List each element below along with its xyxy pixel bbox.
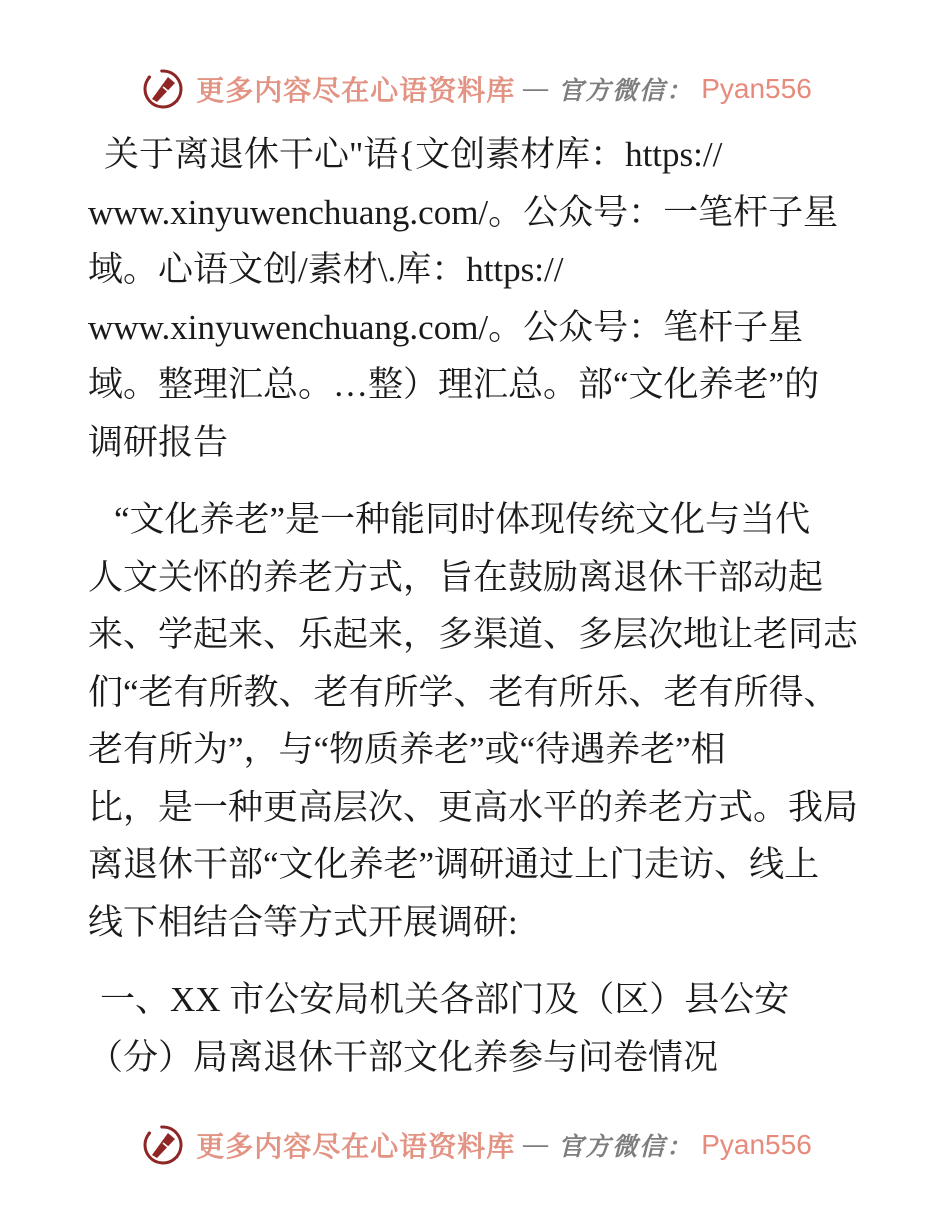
brand-tagline: 更多内容尽在心语资料库 [196,76,516,107]
text-line: “文化养老”是一种能同时体现传统文化与当代 [114,500,811,539]
brand-tagline: 更多内容尽在心语资料库 [196,1132,516,1163]
paragraph-title-block [88,126,874,471]
text-line: 老有所为”，与“物质养老”或“待遇养老”相 [88,730,726,769]
text-line: 域。整理汇总。…整）理汇总。部“文化养老”的 [88,365,820,404]
text-line: 调研报告 [88,422,229,462]
text-line: 人文关怀的养老方式，旨在鼓励离退休干部动起 [88,557,824,597]
header-brand-bar [0,60,950,118]
wechat-id: Pyan556 [701,73,812,104]
text-line: www.xinyuwenchuang.com/。公众号：笔杆子星 [88,307,804,347]
text-line: 来、学起来、乐起来，多渠道、多层次地让老同志 [88,615,859,654]
brand-dash: — [523,1131,551,1158]
wechat-label: 官方微信： [558,1134,694,1161]
text-line: （分）局离退休干部文化养参与问卷情况 [88,1037,719,1077]
brand-dash: — [523,75,551,102]
text-line: 关于离退休干心"语{文创素材库：https:// [104,135,723,174]
pen-circle-logo-icon [138,64,188,114]
text-line: 线下相结合等方式开展调研: [88,902,518,942]
document-body [88,126,874,1086]
text-line: 离退休干部“文化养老”调研通过上门走访、线上 [88,845,820,884]
text-line: 一、XX 市公安局机关各部门及（区）县公安 [100,980,790,1019]
wechat-id: Pyan556 [701,1129,812,1160]
text-line: www.xinyuwenchuang.com/。公众号：一笔杆子星 [88,192,839,232]
pen-circle-logo-icon [138,1120,188,1170]
text-line: 比，是一种更高层次、更高水平的养老方式。我局 [88,787,859,827]
paragraph-intro [88,491,874,951]
paragraph-section-heading [88,971,874,1086]
text-line: 域。心语文创/素材\.库：https:// [88,250,564,289]
text-line: 们“老有所教、老有所学、老有所乐、老有所得、 [88,672,839,712]
wechat-label: 官方微信： [558,78,694,105]
footer-brand-bar [0,1116,950,1174]
